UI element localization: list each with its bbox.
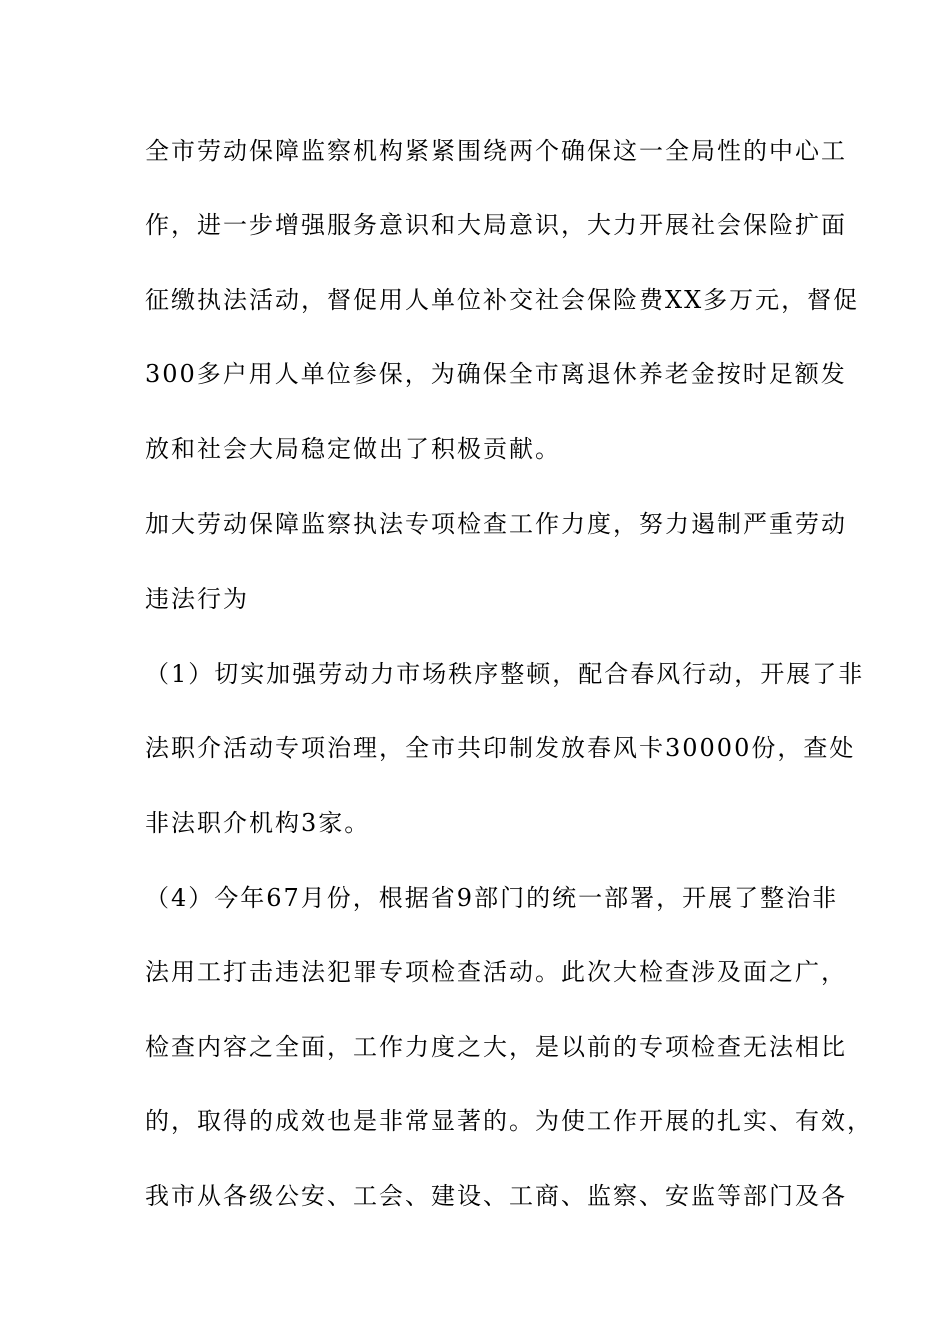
list-item-line: 的，取得的成效也是非常显著的。为使工作开展的扎实、有效， — [145, 1107, 873, 1135]
text-line: 征缴执法活动，督促用人单位补交社会保险费XX多万元，督促 — [145, 286, 860, 314]
list-item-line: 我市从各级公安、工会、建设、工商、监察、安监等部门及各 — [145, 1182, 847, 1210]
text-line: 300多户用人单位参保，为确保全市离退休养老金按时足额发 — [145, 360, 847, 388]
list-item-line: 检查内容之全面，工作力度之大，是以前的专项检查无法相比 — [145, 1033, 847, 1061]
list-item-line: （4）今年67月份，根据省9部门的统一部署，开展了整治非 — [145, 884, 839, 912]
list-item-line: （1）切实加强劳动力市场秩序整顿，配合春风行动，开展了非 — [145, 660, 865, 688]
text-line: 作，进一步增强服务意识和大局意识，大力开展社会保险扩面 — [145, 211, 847, 239]
list-item-line: 非法职介机构3家。 — [145, 809, 371, 837]
section-heading-line: 加大劳动保障监察执法专项检查工作力度，努力遏制严重劳动 — [145, 510, 847, 538]
list-item-line: 法职介活动专项治理，全市共印制发放春风卡30000份，查处 — [145, 734, 856, 762]
section-heading-line: 违法行为 — [145, 585, 249, 613]
list-item-line: 法用工打击违法犯罪专项检查活动。此次大检查涉及面之广， — [145, 958, 847, 986]
text-line: 全市劳动保障监察机构紧紧围绕两个确保这一全局性的中心工 — [145, 137, 847, 165]
text-line: 放和社会大局稳定做出了积极贡献。 — [145, 435, 561, 463]
